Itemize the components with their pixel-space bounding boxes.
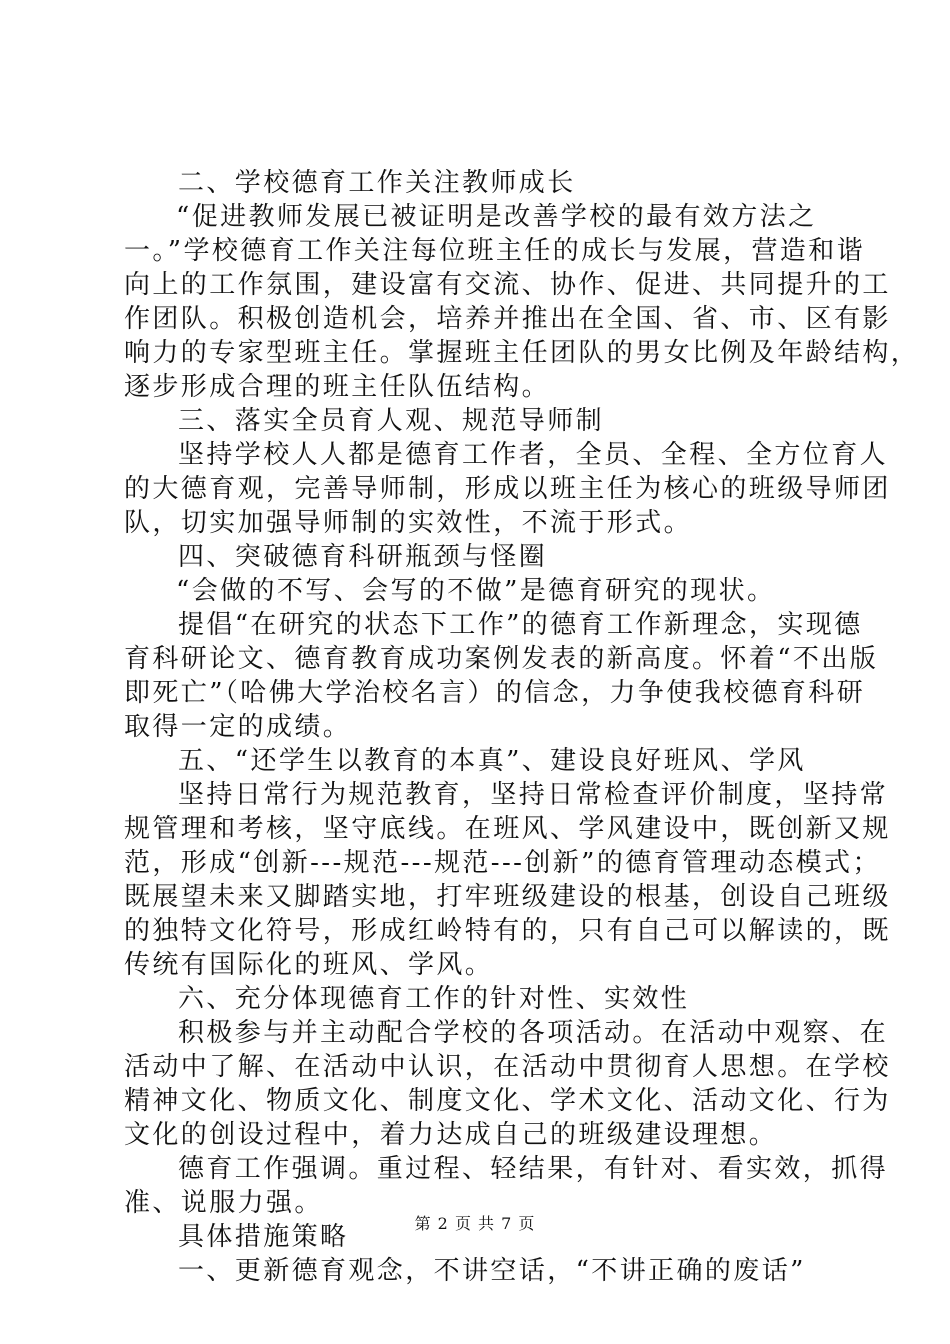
paragraph-line: 准、说服力强。 [124,1188,323,1218]
paragraph-line: 响力的专家型班主任。掌握班主任团队的男女比例及年龄结构， [124,338,920,368]
paragraph-line: 向上的工作氛围，建设富有交流、协作、促进、共同提升的工 [124,270,891,300]
paragraph-line: 积极参与并主动配合学校的各项活动。在活动中观察、在 [178,1018,889,1048]
paragraph-line: 坚持学校人人都是德育工作者，全员、全程、全方位育人 [178,440,889,470]
paragraph-line: 一。”学校德育工作关注每位班主任的成长与发展，营造和谐 [124,236,866,266]
paragraph-line: 作团队。积极创造机会，培养并推出在全国、省、市、区有影 [124,304,891,334]
heading-research-breakthrough: 四、突破德育科研瓶颈与怪圈 [178,542,548,572]
paragraph-line: 提倡“在研究的状态下工作”的德育工作新理念，实现德 [178,610,863,640]
heading-mentor-system: 三、落实全员育人观、规范导师制 [178,406,605,436]
paragraph-line: 文化的创设过程中，着力达成自己的班级建设理想。 [124,1120,778,1150]
paragraph-line: 活动中了解、在活动中认识，在活动中贯彻育人思想。在学校 [124,1052,891,1082]
paragraph-line: 的独特文化符号，形成红岭特有的，只有自己可以解读的，既 [124,916,891,946]
paragraph-line: 即死亡”（哈佛大学治校名言）的信念，力争使我校德育科研 [124,678,866,708]
paragraph-line: 队，切实加强导师制的实效性，不流于形式。 [124,508,693,538]
heading-specific-measures: 具体措施策略 [178,1222,349,1252]
paragraph-line: “促进教师发展已被证明是改善学校的最有效方法之 [176,202,817,232]
paragraph-line: 既展望未来又脚踏实地，打牢班级建设的根基，创设自己班级 [124,882,891,912]
paragraph-line: 取得一定的成绩。 [124,712,352,742]
paragraph-line: 的大德育观，完善导师制，形成以班主任为核心的班级导师团 [124,474,891,504]
heading-teacher-growth: 二、学校德育工作关注教师成长 [178,168,576,198]
document-body [124,166,920,1288]
paragraph-line: 德育工作强调。重过程、轻结果，有针对、看实效，抓得 [178,1154,889,1184]
paragraph-line: 逐步形成合理的班主任队伍结构。 [124,372,551,402]
paragraph-line: 坚持日常行为规范教育，坚持日常检查评价制度，坚持常 [178,780,889,810]
heading-class-style: 五、“还学生以教育的本真”、建设良好班风、学风 [178,746,806,776]
heading-update-concepts: 一、更新德育观念，不讲空话，“不讲正确的废话” [178,1256,806,1286]
paragraph-line: “会做的不写、会写的不做”是德育研究的现状。 [176,576,776,606]
page-number-footer: 第 2 页 共 7 页 [414,1214,536,1233]
paragraph-line: 范，形成“创新---规范---规范---创新”的德育管理动态模式； [124,848,881,878]
paragraph-line: 精神文化、物质文化、制度文化、学术文化、活动文化、行为 [124,1086,891,1116]
paragraph-line: 育科研论文、德育教育成功案例发表的新高度。怀着“不出版 [124,644,879,674]
heading-effectiveness: 六、充分体现德育工作的针对性、实效性 [178,984,690,1014]
paragraph-line: 传统有国际化的班风、学风。 [124,950,494,980]
paragraph-line: 规管理和考核，坚守底线。在班风、学风建设中，既创新又规 [124,814,891,844]
